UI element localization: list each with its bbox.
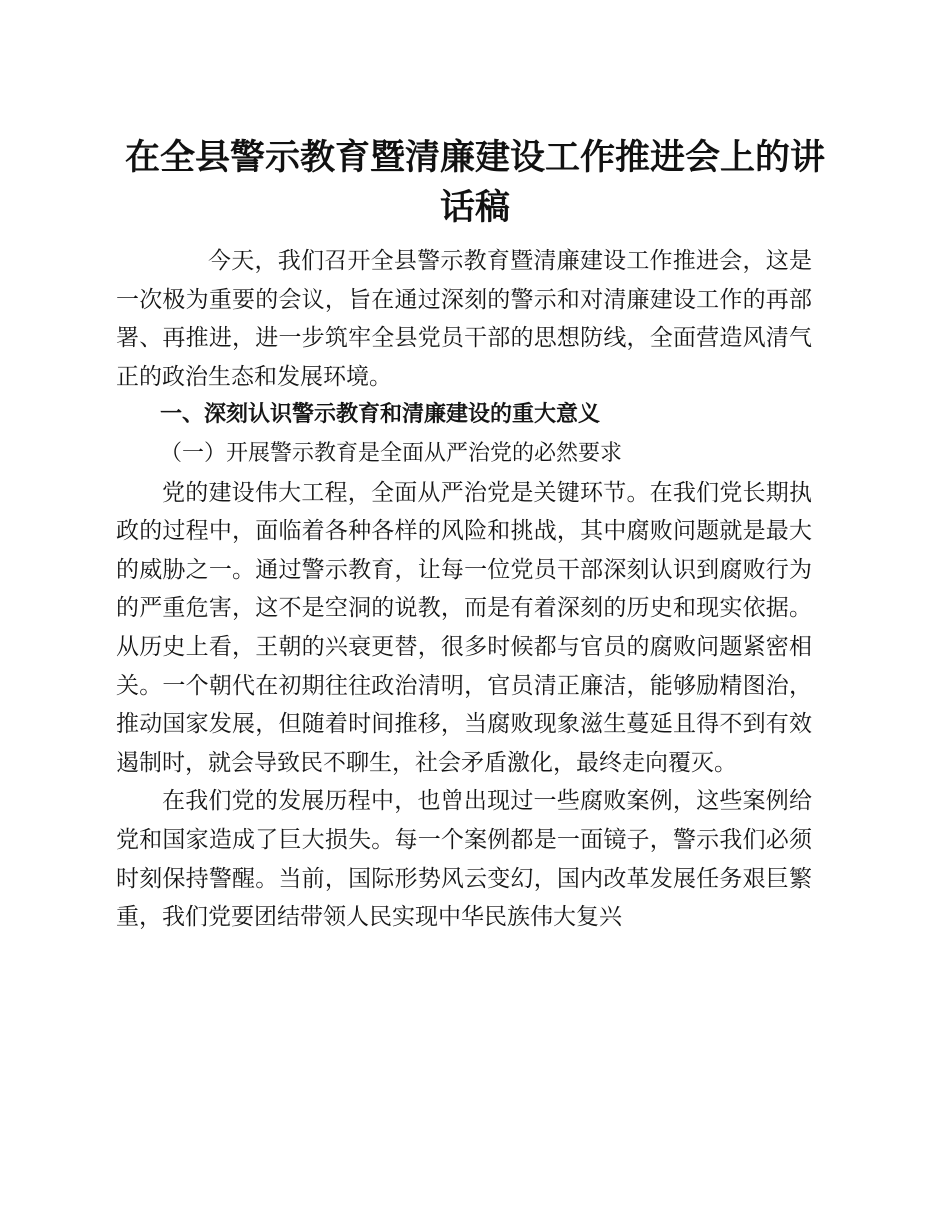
section-heading: 一、深刻认识警示教育和清廉建设的重大意义 xyxy=(160,402,601,428)
document-body xyxy=(116,242,812,937)
body-paragraph: 在我们党的发展历程中，也曾出现过一些腐败案例，这些案例给党和国家造成了巨大损失。每一个案例都是一面镜子，警示我们必须时刻保持警醒。当前，国际形势风云变幻，国内改革发展任务艰巨繁重，我们党要团结带领人民实现中华民族伟大复兴 xyxy=(116,788,812,931)
intro-paragraph: 今天，我们召开全县警示教育暨清廉建设工作推进会，这是一次极为重要的会议，旨在通过深刻的警示和对清廉建设工作的再部署、再推进，进一步筑牢全县党员干部的思想防线，全面营造风清气正的政治生态和发展环境。 xyxy=(116,248,812,390)
body-paragraph: 党的建设伟大工程，全面从严治党是关键环节。在我们党长期执政的过程中，面临着各种各样的风险和挑战，其中腐败问题就是最大的威胁之一。通过警示教育，让每一位党员干部深刻认识到腐败行为的严重危害，这不是空洞的说教，而是有着深刻的历史和现实依据。从历史上看，王朝的兴衰更替，很多时候都与官员的腐败问题紧密相关。一个朝代在初期往往政治清明，官员清正廉洁，能够励精图治，推动国家发展，但随着时间推移，当腐败现象滋生蔓延且得不到有效遏制时，就会导致民不聊生，社会矛盾激化，最终走向覆灭。 xyxy=(116,479,812,776)
subsection-heading: （一）开展警示教育是全面从严治党的必然要求 xyxy=(160,440,623,466)
document-title: 在全县警示教育暨清廉建设工作推进会上的讲话稿 xyxy=(124,137,825,228)
